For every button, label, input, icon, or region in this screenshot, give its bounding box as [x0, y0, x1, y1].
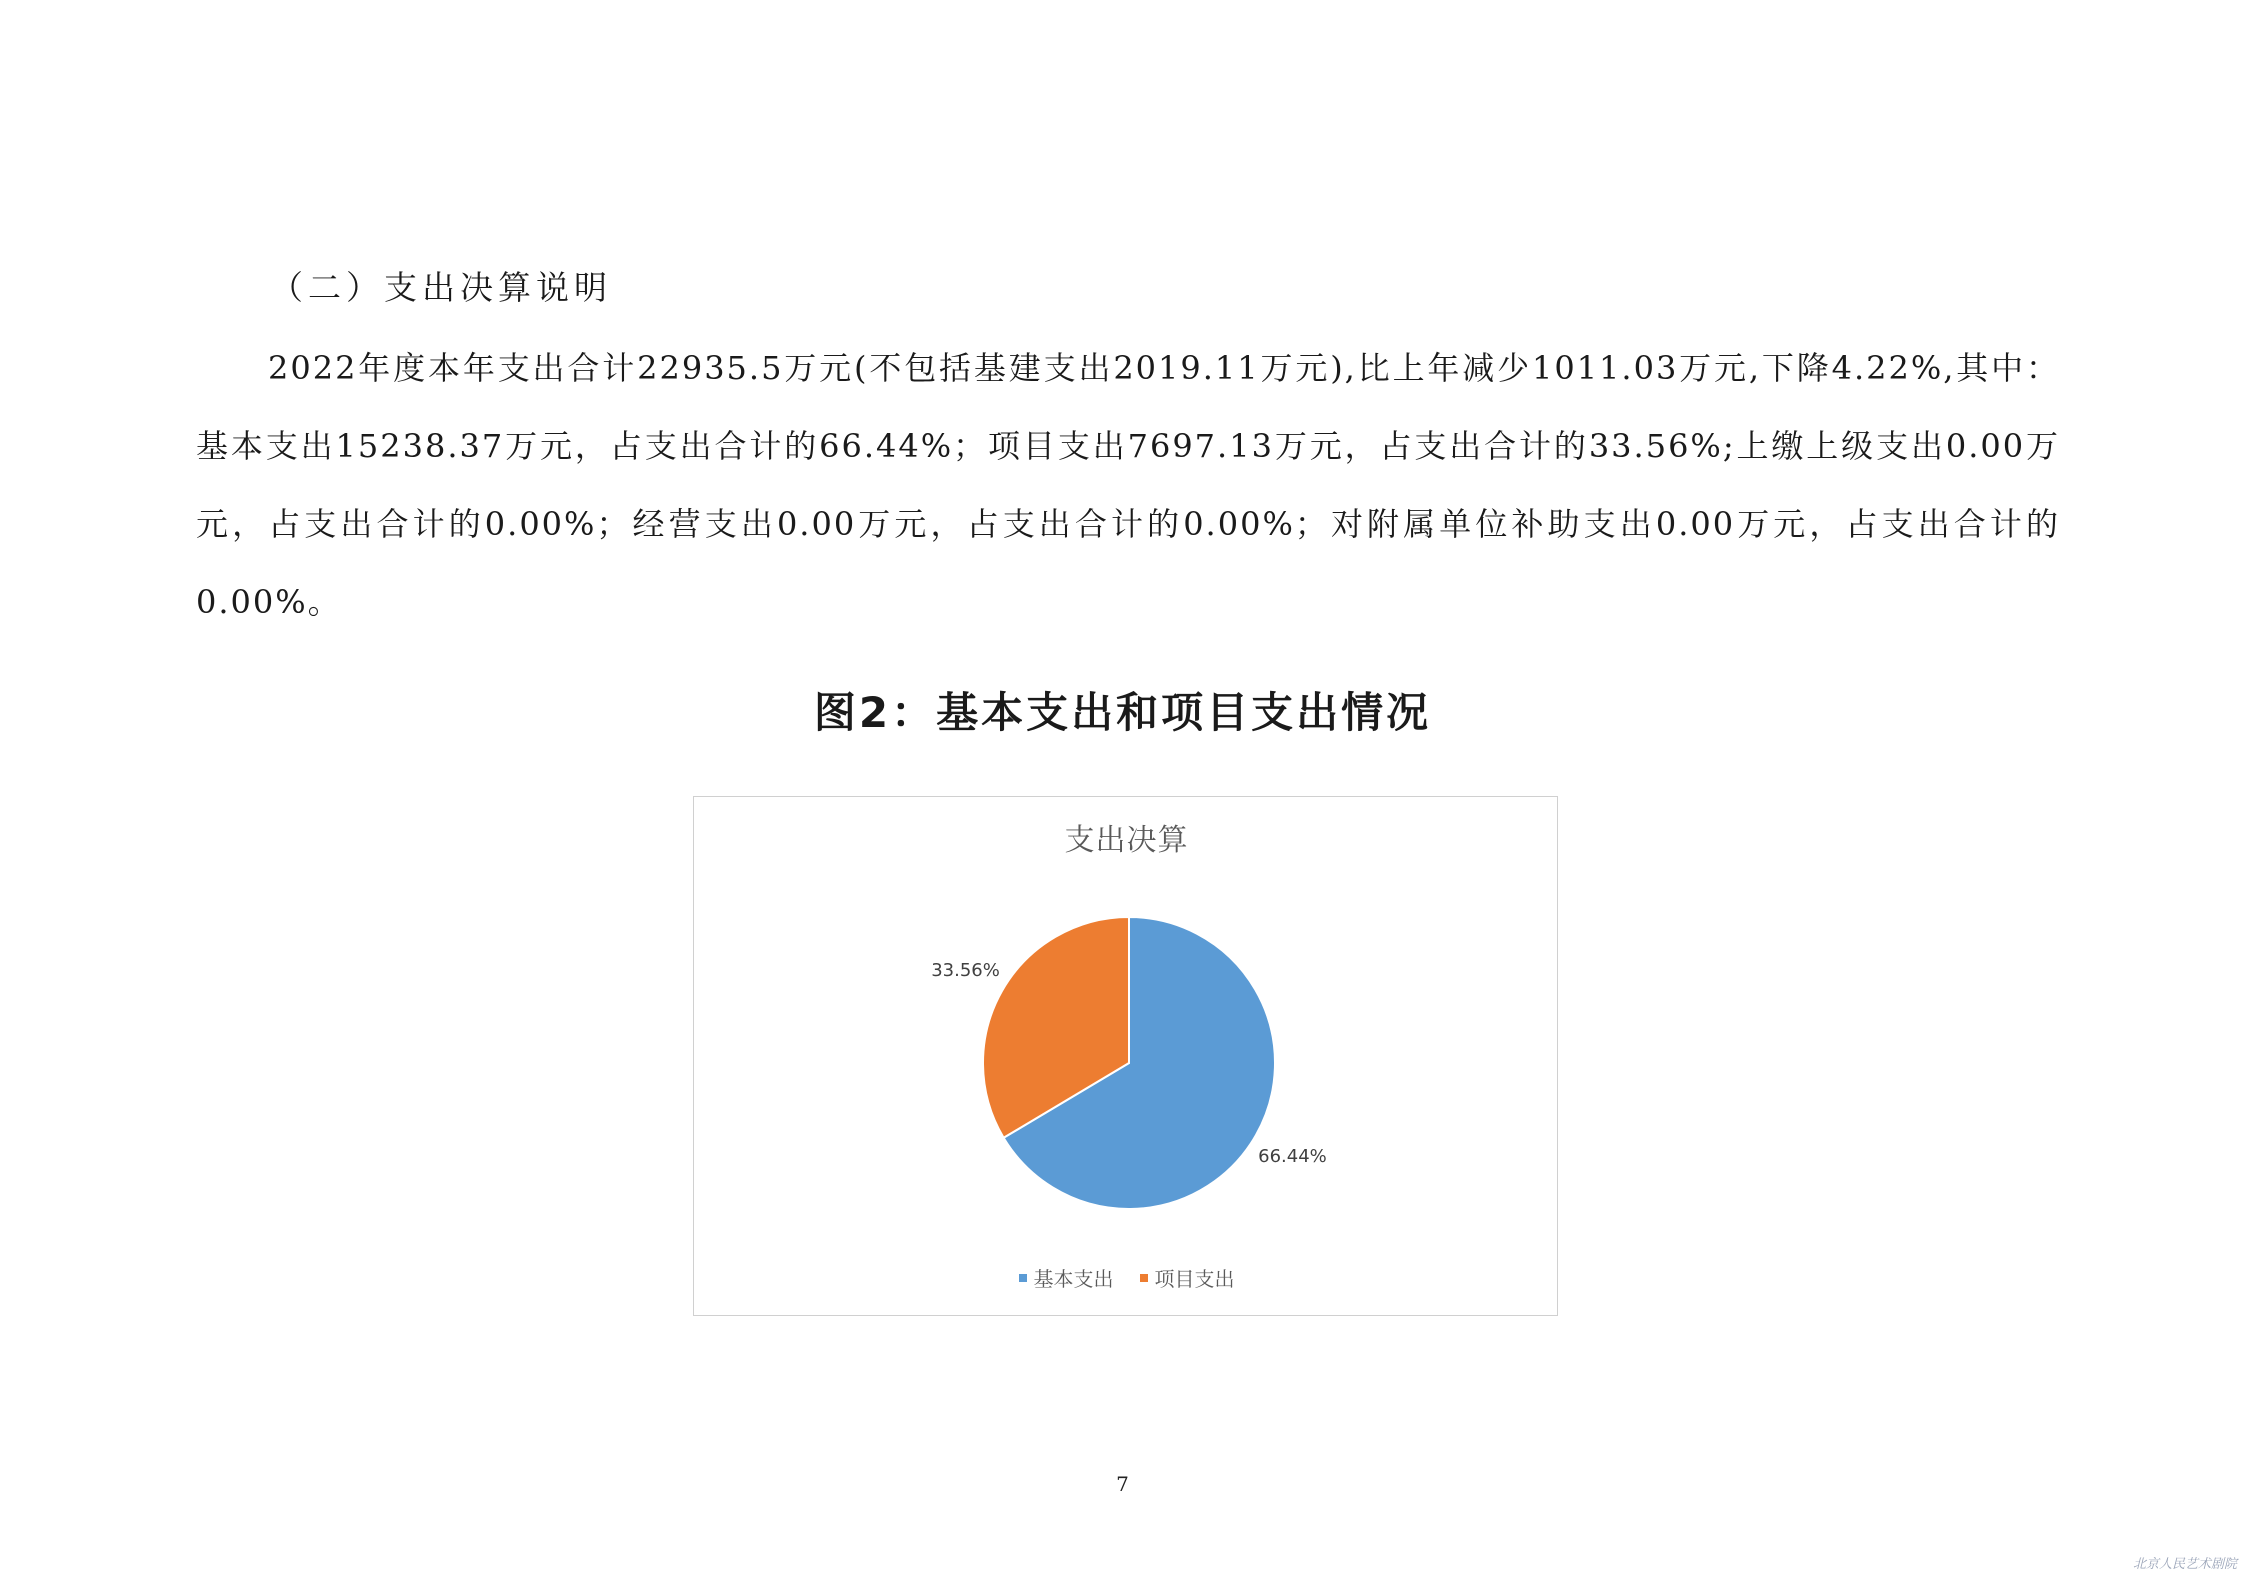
- section-heading: （二）支出决算说明: [270, 268, 612, 307]
- figure-caption: 图2：基本支出和项目支出情况: [813, 688, 1432, 737]
- paragraph-text: 2022年度本年支出合计22935.5万元(不包括基建支出2019.11万元),比上年减少1011.03万元,下降4.22%,其中：基本支出15238.37万元，占支出合计的66.44%；项目支出7697.13万元，占支出合计的33.56%;上缴上级支出0.00万元，占支出合计的0.00%；经营支出0.00万元，占支出合计的0.00%；对附属单位补助支出0.00万元，占支出合计的0.00%。: [196, 349, 2060, 621]
- legend-item-1: [1019, 1263, 1114, 1292]
- page-number: 7: [1116, 1472, 1129, 1496]
- legend-label-1: 基本支出: [1033, 1267, 1114, 1291]
- legend-label-2: 项目支出: [1154, 1267, 1235, 1291]
- chart-legend: [694, 1263, 1559, 1292]
- legend-item-2: [1140, 1263, 1235, 1292]
- pie-data-label-1: 66.44%: [1258, 1145, 1327, 1167]
- watermark-text: 北京人民艺术剧院: [2133, 1557, 2238, 1572]
- body-paragraph: [196, 329, 2060, 641]
- pie-data-label-2: 33.56%: [931, 960, 1000, 982]
- chart-title: 支出决算: [1064, 823, 1189, 858]
- pie-chart-svg: [694, 797, 1559, 1317]
- legend-swatch-2: [1140, 1274, 1148, 1282]
- legend-swatch-1: [1019, 1274, 1027, 1282]
- pie-chart-container: [693, 796, 1558, 1316]
